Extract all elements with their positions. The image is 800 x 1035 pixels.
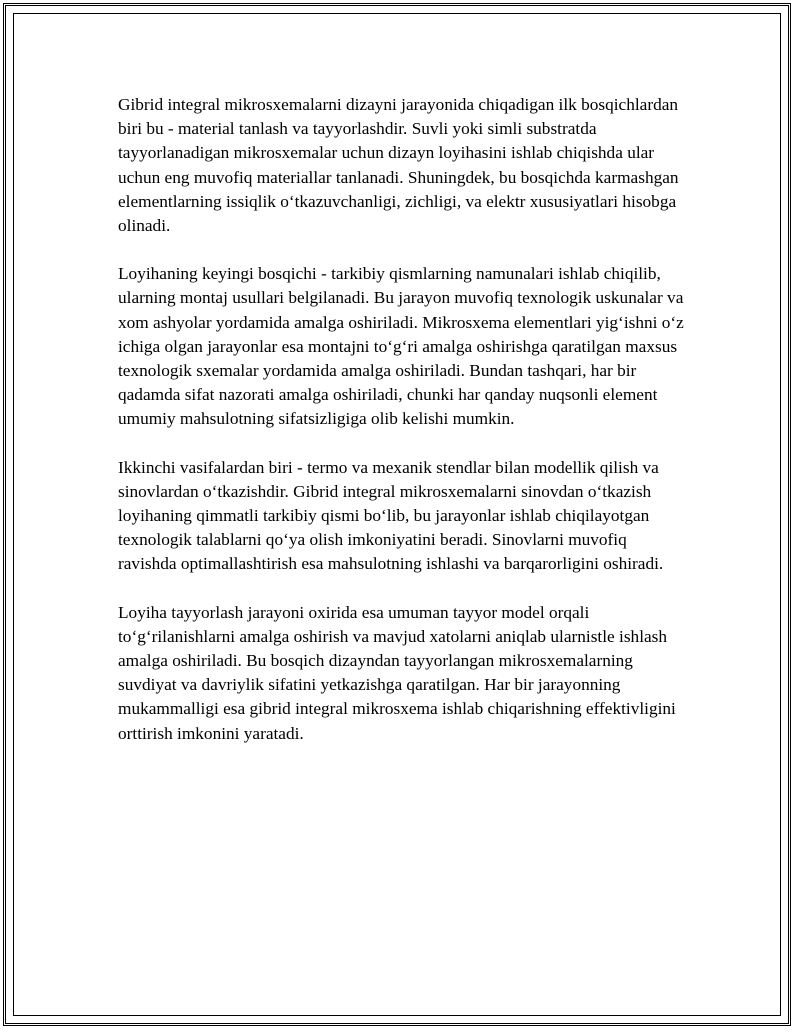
paragraph-2: Loyihaning keyingi bosqichi - tarkibiy qismlarning namunalari ishlab chiqilib, ularning montaj usullari belgilanadi. Bu jarayon muvofiq texnologik uskunalar va xom ashyolar yordamida amalga oshiriladi. Mikrosxema elementlari yig‘ishni o‘z ichiga olgan jarayonlar esa montajni to‘g‘ri amalga oshirishga qaratilgan maxsus texnologik sxemalar yordamida amalga oshiriladi. Bundan tashqari, har bir qadamda sifat nazorati amalga oshiriladi, chunki har qanday nuqsonli element umumiy mahsulotning sifatsizligiga olib kelishi mumkin.	[118, 264, 684, 429]
paragraph-4: Loyiha tayyorlash jarayoni oxirida esa umuman tayyor model orqali to‘g‘rilanishlarni amalga oshirish va mavjud xatolarni aniqlab ularnistle ishlash amalga oshiriladi. Bu bosqich dizayndan tayyorlangan mikrosxemalarning suvdiyat va davriylik sifatini yetkazishga qaratilgan. Har bir jarayonning mukammalligi esa gibrid integral mikrosxema ishlab chiqarishning effektivligini orttirish imkonini yaratadi.	[118, 602, 676, 743]
document-body	[118, 93, 688, 770]
paragraph-1: Gibrid integral mikrosxemalarni dizayni jarayonida chiqadigan ilk bosqichlardan biri bu - material tanlash va tayyorlashdir. Suvli yoki simli substratda tayyorlanadigan mikrosxemalar uchun dizayn loyihasini ishlab chiqishda ular uchun eng muvofiq materiallar tanlanadi. Shuningdek, bu bosqichda karmashgan elementlarning issiqlik o‘tkazuvchanligi, zichligi, va elektr xususiyatlari hisobga olinadi.	[118, 95, 679, 236]
paragraph-3: Ikkinchi vasifalardan biri - termo va mexanik stendlar bilan modellik qilish va sinovlardan o‘tkazishdir. Gibrid integral mikrosxemalarni sinovdan o‘tkazish loyihaning qimmatli tarkibiy qismi bo‘lib, bu jarayonlar ishlab chiqilayotgan texnologik talablarni qo‘ya olish imkoniyatini beradi. Sinovlarni muvofiq ravishda optimallashtirish esa mahsulotning ishlashi va barqarorligini oshiradi.	[118, 457, 664, 574]
